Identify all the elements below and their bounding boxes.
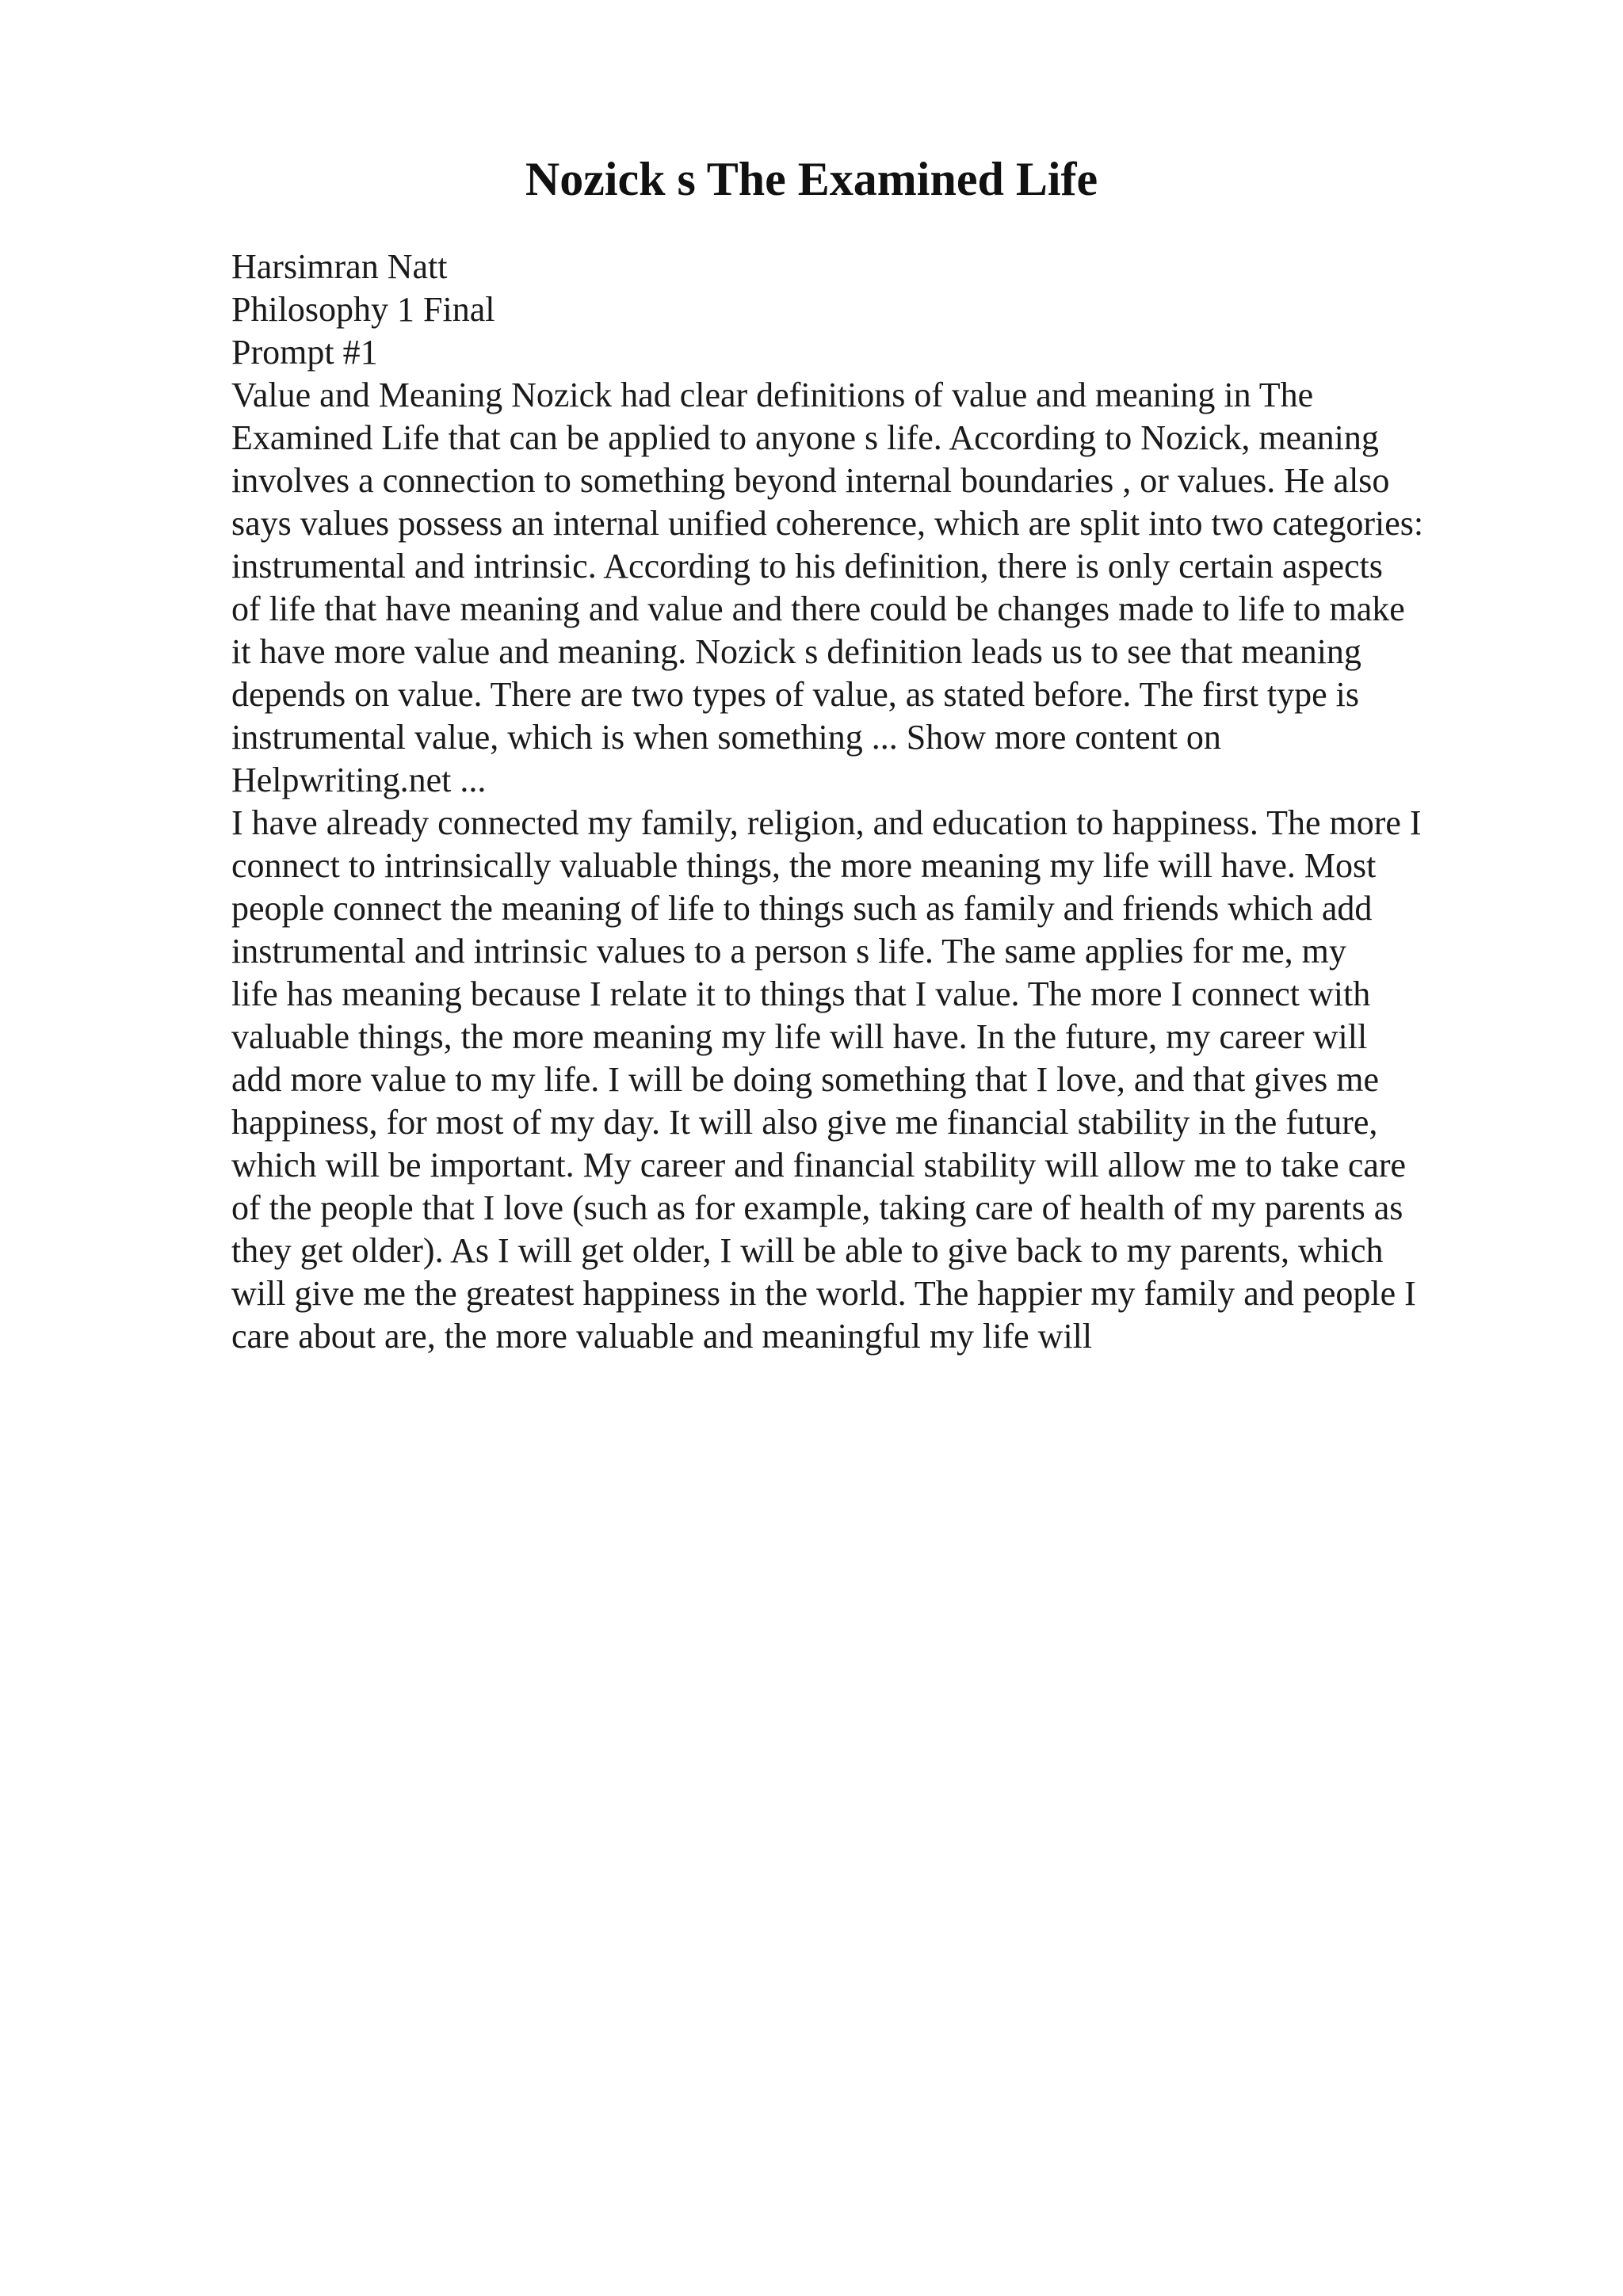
author-line: Harsimran Natt	[231, 247, 448, 286]
text-line: which will be important. My career and financial stability will allow me to take care	[231, 1146, 1407, 1184]
text-line: connect to intrinsically valuable things, the more meaning my life will have. Most	[231, 846, 1377, 885]
text-line: Value and Meaning Nozick had clear definitions of value and meaning in The	[231, 376, 1314, 414]
text-line: people connect the meaning of life to things such as family and friends which add	[231, 889, 1373, 928]
course-line: Philosophy 1 Final	[231, 290, 495, 329]
text-line: instrumental and intrinsic values to a person s life. The same applies for me, my	[231, 932, 1346, 971]
text-line: Helpwriting.net ...	[231, 761, 487, 799]
text-line: says values possess an internal unified coherence, which are split into two categories:	[231, 504, 1424, 543]
text-line: instrumental value, which is when something ... Show more content on	[231, 718, 1221, 757]
text-line: Examined Life that can be applied to anyone s life. According to Nozick, meaning	[231, 418, 1379, 457]
text-line: valuable things, the more meaning my life will have. In the future, my career will	[231, 1017, 1368, 1056]
text-line: instrumental and intrinsic. According to his definition, there is only certain aspects	[231, 547, 1383, 585]
text-line: they get older). As I will get older, I will be able to give back to my parents, which	[231, 1231, 1384, 1270]
text-line: I have already connected my family, religion, and education to happiness. The more I	[231, 803, 1422, 842]
text-line: it have more value and meaning. Nozick s definition leads us to see that meaning	[231, 632, 1361, 671]
text-line: happiness, for most of my day. It will also give me financial stability in the future,	[231, 1103, 1378, 1142]
prompt-line: Prompt #1	[231, 333, 378, 372]
text-line: life has meaning because I relate it to things that I value. The more I connect with	[231, 974, 1371, 1013]
text-line: of the people that I love (such as for example, taking care of health of my parents as	[231, 1188, 1403, 1227]
text-line: depends on value. There are two types of value, as stated before. The first type is	[231, 675, 1360, 714]
document-title: Nozick s The Examined Life	[525, 153, 1098, 205]
document-body	[231, 246, 1515, 1358]
text-line: will give me the greatest happiness in the world. The happier my family and people I	[231, 1274, 1416, 1313]
text-line: involves a connection to something beyond internal boundaries , or values. He also	[231, 461, 1390, 500]
text-line: care about are, the more valuable and meaningful my life will	[231, 1317, 1093, 1356]
text-line: of life that have meaning and value and there could be changes made to life to make	[231, 589, 1405, 628]
text-line: add more value to my life. I will be doing something that I love, and that gives me	[231, 1060, 1380, 1099]
